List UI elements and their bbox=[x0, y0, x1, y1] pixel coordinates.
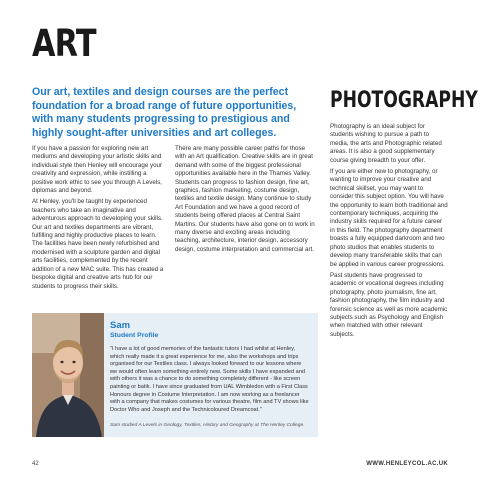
student-photo bbox=[32, 313, 104, 437]
student-credit: Sam studied A Levels in Geology, Textiles, History and Geography at The Henley College. bbox=[110, 423, 305, 428]
intro-paragraph: At Henley, you'll be taught by experienced teachers who take an imaginative and adventurous approach to developing your skills. Our art and textiles departments are vibrant, fulfilling and highly productive places to learn. The facilities have been newly refurbished and modernised with a sculpture garden and digital arts facilities, complemented by the recent addition of a new MAC suite. This has created a bespoke digital and creative arts hub for our students to progress their skills. bbox=[32, 198, 164, 290]
page-title: ART bbox=[32, 22, 96, 65]
student-profile-label: Student Profile bbox=[110, 332, 159, 339]
student-quote: "I have a lot of good memories of the fantastic tutors I had whilst at Henley, which really made it a great experience for me, also the workshops and trips organised for our Textiles class. I always looked forward to our lessons where we would often learn something entirely new. Some skills I have expanded and with others it was a chance to do something completely different - like screen painting or batik. I have since graduated from UAL Wimbledon with a First Class Honours degree in Costume Interpretation. I am now working as a freelancer with a company that makes costumes for various theatre, film and TV shows like Doctor Who and Joseph and the Technicoloured Dreamcoat." bbox=[110, 346, 309, 413]
student-name: Sam bbox=[110, 320, 131, 331]
student-portrait-icon bbox=[32, 313, 104, 437]
photography-paragraph: If you are either new to photography, or wanting to improve your creative and technical skillset, you may want to consider this subject option. You will have the opportunity to learn both traditional and contemporary techniques, acquiring the industry skills required for a future career in this field. The photography department boasts a fully equipped darkroom and two photo studios that enables students to develop many transferable skills that can be applied in various career progressions. bbox=[330, 168, 448, 268]
student-profile-box bbox=[32, 313, 318, 437]
photography-paragraph: Past students have progressed to academic or vocational degrees including photography, photo journalism, fine art, fashion photography, the film industry and forensic science as well as more academic subjects such as Psychology and English when matched with other relevant subjects. bbox=[330, 271, 448, 338]
page-number: 42 bbox=[32, 461, 39, 467]
photography-title: PHOTOGRAPHY bbox=[330, 88, 478, 113]
intro-paragraph: If you have a passion for exploring new art mediums and developing your artistic skills and individual style then Henley will encourage your creativity and expression, while instilling a positive work ethic to see you through A Levels, diplomas and beyond. bbox=[32, 145, 163, 195]
website-url: WWW.HENLEYCOL.AC.UK bbox=[366, 461, 448, 467]
careers-paragraph: There are many possible career paths for those with an Art qualification. Creative skills are in great demand with some of the biggest professional opportunities available here in the Thames Valley. Students can progress to fashion design, fine art, graphics, fashion marketing, costume design, textiles and textile design. Many continue to study Art Foundation and we have a good record of students being offered places at Central Saint Martins. Our students have also gone on to work in many diverse and exciting areas including teaching, architecture, interior design, accessory design, costume interpretation and commercial art. bbox=[175, 145, 315, 253]
intro-column-middle bbox=[175, 145, 315, 257]
photography-paragraph: Photography is an ideal subject for students wishing to pursue a path to media, the arts and Photographic related areas. It is also a good supplementary course giving breadth to your offer. bbox=[330, 123, 442, 164]
intro-column-left bbox=[32, 145, 164, 294]
intro-lead: Our art, textiles and design courses are the perfect foundation for a broad range of future opportunities, with many students progressing to prestigious and highly sought-after universities and art colleges. bbox=[32, 86, 297, 139]
photography-column bbox=[330, 123, 448, 342]
